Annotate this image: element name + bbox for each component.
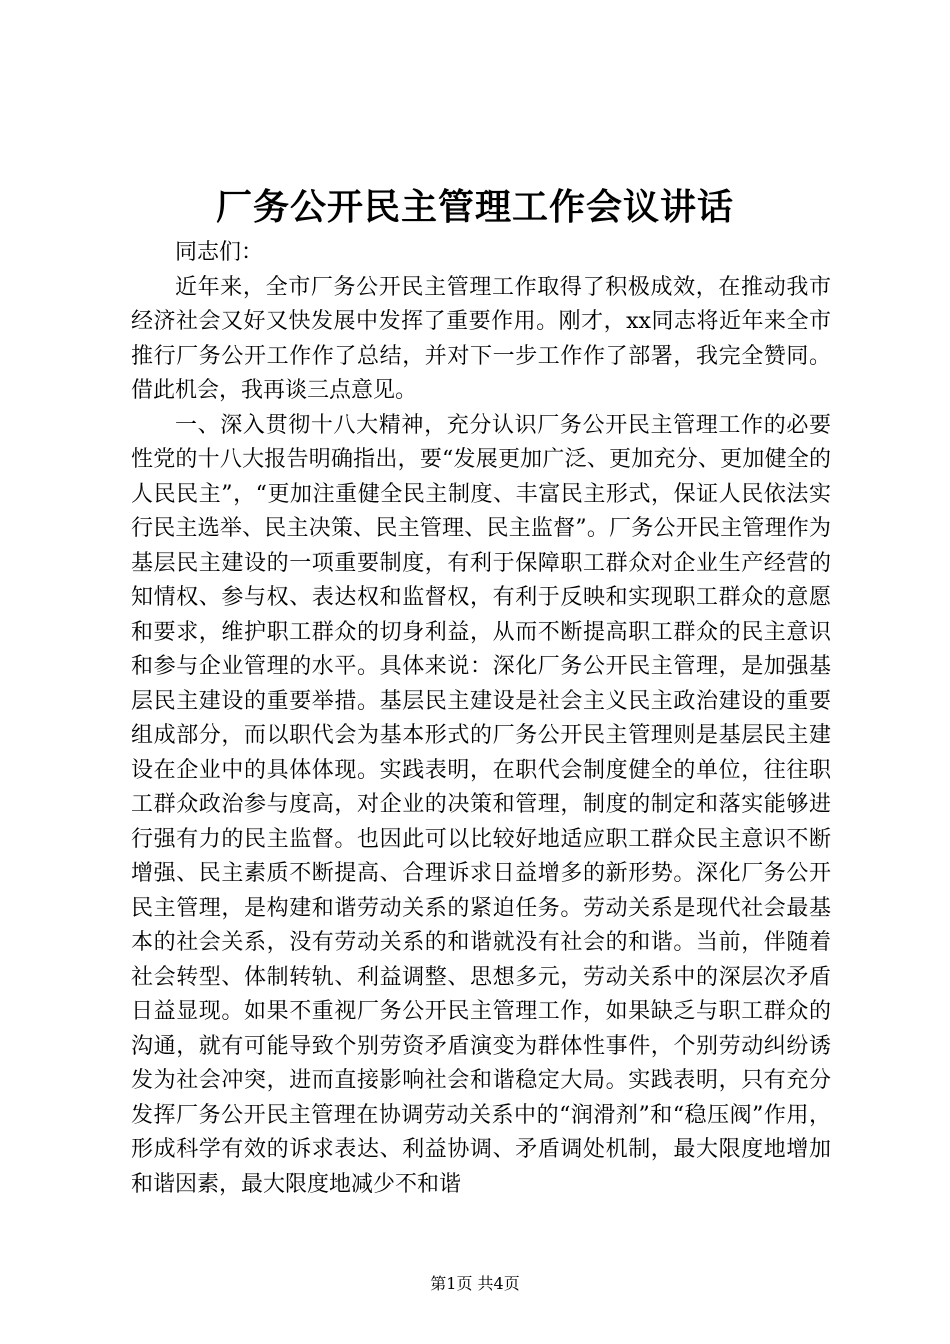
document-title: 厂务公开民主管理工作会议讲话 [215,186,734,228]
paragraph-section-one: 一、深入贯彻十八大精神，充分认识厂务公开民主管理工作的必要性党的十八大报告明确指出，要“发展更加广泛、更加充分、更加健全的人民民主”，“更加注重健全民主制度、丰富民主形式，保证人民依法实行民主选举、民主决策、民主管理、民主监督”。厂务公开民主管理作为基层民主建设的一项重要制度，有利于保障职工群众对企业生产经营的知情权、参与权、表达权和监督权，有利于反映和实现职工群众的意愿和要求，维护职工群众的切身利益，从而不断提高职工群众的民主意识和参与企业管理的水平。具体来说：深化厂务公开民主管理，是加强基层民主建设的重要举措。基层民主建设是社会主义民主政治建设的重要组成部分，而以职代会为基本形式的厂务公开民主管理则是基层民主建设在企业中的具体体现。实践表明，在职代会制度健全的单位，往往职工群众政治参与度高，对企业的决策和管理，制度的制定和落实能够进行强有力的民主监督。也因此可以比较好地适应职工群众民主意识不断增强、民主素质不断提高、合理诉求日益增多的新形势。深化厂务公开民主管理，是构建和谐劳动关系的紧迫任务。劳动关系是现代社会最基本的社会关系，没有劳动关系的和谐就没有社会的和谐。当前，伴随着社会转型、体制转轨、利益调整、思想多元，劳动关系中的深层次矛盾日益显现。如果不重视厂务公开民主管理工作，如果缺乏与职工群众的沟通，就有可能导致个别劳资矛盾演变为群体性事件，个别劳动纠纷诱发为社会冲突，进而直接影响社会和谐稳定大局。实践表明，只有充分发挥厂务公开民主管理在协调劳动关系中的“润滑剂”和“稳压阀”作用，形成科学有效的诉求表达、利益协调、矛盾调处机制，最大限度地增加和谐因素，最大限度地减少不和谐 [131,412,831,1197]
page-number-footer: 第1页 共4页 [430,1274,520,1293]
document-body [131,236,831,1202]
paragraph-intro: 近年来，全市厂务公开民主管理工作取得了积极成效，在推动我市经济社会又好又快发展中发挥了重要作用。刚才，xx同志将近年来全市推行厂务公开工作作了总结，并对下一步工作作了部署，我完全赞同。借此机会，我再谈三点意见。 [131,274,831,403]
greeting: 同志们： [175,240,264,265]
